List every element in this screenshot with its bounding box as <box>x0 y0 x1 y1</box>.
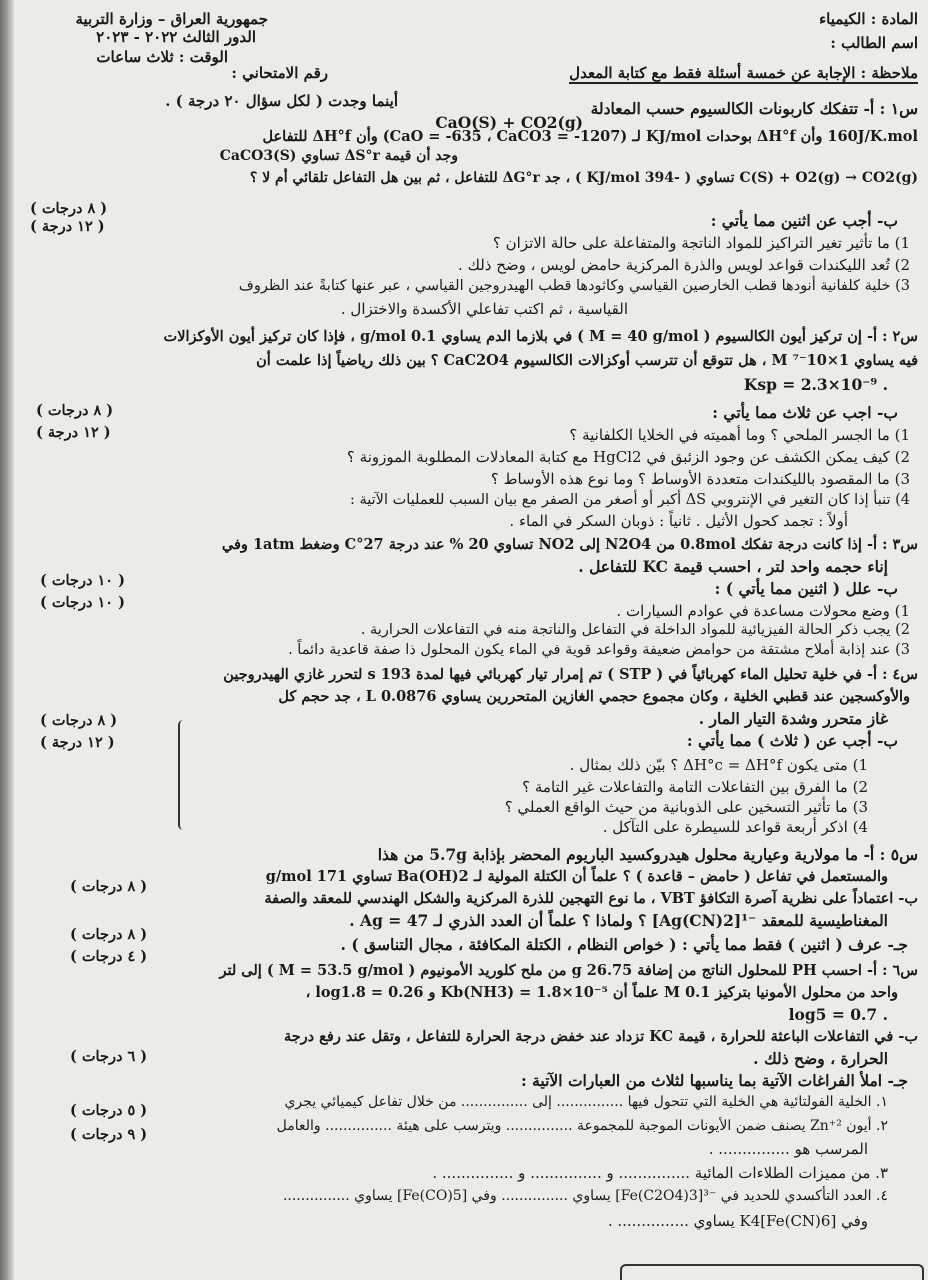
q5-c-line: جـ- عرف ( اثنين ) فقط مما يأتي : ( خواص النظام ، الكتلة المكافئة ، مجال التناسق ) . <box>340 935 908 954</box>
q6-a-line1: س٦ : أ- احسب PH للمحلول الناتج من إضافة 26.75 g من ملح كلوريد الأمونيوم ( M = 53.5 g/mol ) إلى لتر <box>219 962 918 979</box>
header-round: الدور الثالث ٢٠٢٢ - ٢٠٢٣ <box>96 28 256 46</box>
q3-b-item2: 2) يجب ذكر الحالة الفيزيائية للمواد الداخلة في التفاعل والناتجة منه في التفاعلات الحرارية . <box>360 622 910 638</box>
q4-b-item4: 4) اذكر أربعة قواعد للسيطرة على التآكل . <box>602 818 868 836</box>
q6-mark-b: ( ٦ درجات ) <box>70 1048 148 1065</box>
q5-mark-a: ( ٨ درجات ) <box>70 878 148 895</box>
q1-b-item3: 3) خلية كلفانية أنودها قطب الخارصين القياسي وكاثودها قطب الهيدروجين القياسي ، عبر عنها كتابةً عند الظروف <box>238 278 910 294</box>
q6-c-title: جـ- املأ الفراغات الآتية بما يناسبها لثلاث من العبارات الآتية : <box>520 1071 908 1090</box>
q2-b-item1: 1) ما الجسر الملحي ؟ وما أهميته في الخلايا الكلفانية ؟ <box>569 426 910 444</box>
q3-b-title: ب- علل ( اثنين مما يأتي ) : <box>714 579 898 598</box>
q2-b-title: ب- اجب عن ثلاث مما يأتي : <box>712 403 898 422</box>
header-time: الوقت : ثلاث ساعات <box>96 48 228 66</box>
q1-mark-b: ( ١٢ درجة ) <box>30 218 105 235</box>
q5-mark-c: ( ٤ درجات ) <box>70 948 148 965</box>
q6-c-item4: ٤. العدد التأكسدي للحديد في ⁻³[Fe(C2O4)3] يساوي ............... وفي [Fe(CO)5] يساوي ............... <box>282 1188 888 1204</box>
q6-mark-c1: ( ٥ درجات ) <box>70 1102 148 1119</box>
q5-b-line1: ب- اعتماداً على نظرية آصرة التكافؤ VBT ، ما نوع التهجين للذرة المركزية والشكل الهندسي للمعقد والصفة <box>264 890 918 907</box>
header-subject: المادة : الكيمياء <box>819 10 918 28</box>
q4-a-line1: س٤ : أ- في خلية تحليل الماء كهربائياً في ( STP ) تم إمرار تيار كهربائي فيها لمدة 193 s لتحرر غازي الهيدروجين <box>223 666 918 683</box>
q2-b-item4b: أولاً : تجمد كحول الأثيل . ثانياً : ذوبان السكر في الماء . <box>509 512 848 530</box>
q2-mark-b: ( ١٢ درجة ) <box>36 424 111 441</box>
margin-bracket <box>178 720 188 830</box>
q1-b-item1: 1) ما تأثير تغير التراكيز للمواد الناتجة والمتفاعلة على حالة الاتزان ؟ <box>492 234 910 252</box>
q2-ksp: Ksp = 2.3×10⁻⁹ . <box>743 375 888 394</box>
q6-mark-c2: ( ٩ درجات ) <box>70 1126 148 1143</box>
q1-equation: CaO(S) + CO2(g) <box>435 113 583 132</box>
q3-mark-b: ( ١٠ درجات ) <box>40 594 125 611</box>
q5-mark-b: ( ٨ درجات ) <box>70 926 148 943</box>
q1-b-title: ب- أجب عن اثنين مما يأتي : <box>710 211 898 230</box>
q3-mark-a: ( ١٠ درجات ) <box>40 572 125 589</box>
q3-b-item1: 1) وضع محولات مساعدة في عوادم السيارات . <box>616 602 910 620</box>
q1-a-line1: س١ : أ- تتفكك كاربونات الكالسيوم حسب المعادلة <box>590 99 918 118</box>
q3-a-line1: س٣ : أ- إذا كانت درجة تفكك 0.8mol من N2O4 إلى NO2 تساوي 20 % عند درجة 27°C وضغط 1atm وفي <box>221 536 918 553</box>
q5-a-line1: س٥ : أ- ما مولارية وعيارية محلول هيدروكسيد الباريوم المحضر بإذابة 5.7g من هذا <box>377 845 918 864</box>
header-compulsory: أينما وجدت ( لكل سؤال ٢٠ درجة ) . <box>165 92 398 110</box>
q1-a-line3: C(S) + O2(g) → CO2(g) تساوي ( -394 KJ/mol ) ، جد ΔG°r للتفاعل ، ثم بين هل التفاعل تلقائي أم لا ؟ <box>249 170 918 186</box>
q6-c-item2b: المرسب هو ............... . <box>708 1140 868 1158</box>
q6-c-item1: ١. الخلية الفولتائية هي الخلية التي تتحول فيها ............... إلى ............... من خلال تفاعل كيميائي يجري <box>284 1094 888 1110</box>
header-exam-number: رقم الامتحاني : <box>231 64 328 82</box>
q2-b-item4: 4) تنبأ إذا كان التغير في الإنتروبي ΔS أكبر أو أصغر من الصفر مع بيان السبب للعمليات الآتية : <box>350 492 910 508</box>
q6-c-item2: ٢. أيون Zn⁺² يصنف ضمن الأيونات الموجبة للمجموعة ............... ويترسب على هيئة ............... والعامل <box>276 1118 888 1134</box>
q5-b-line2: المغناطيسية للمعقد ⁻¹[Ag(CN)2] ؟ ولماذا ؟ علماً أن العدد الذري لـ Ag = 47 . <box>349 911 888 930</box>
q2-b-item2: 2) كيف يمكن الكشف عن وجود الزئبق في HgCl2 مع كتابة المعادلات المطلوبة الموزونة ؟ <box>346 448 910 466</box>
q4-b-item3: 3) ما تأثير التسخين على الذوبانية من حيث الواقع العملي ؟ <box>504 798 868 816</box>
q1-mark-a: ( ٨ درجات ) <box>30 200 108 217</box>
q6-c-item3: ٣. من مميزات الطلاءات المائية ............... و ............... و ............... . <box>432 1164 888 1182</box>
q6-a-line3: log5 = 0.7 . <box>788 1005 888 1024</box>
q5-a-line2: والمستعمل في تفاعل ( حامض – قاعدة ) ؟ علماً أن الكتلة المولية لـ Ba(OH)2 تساوي 171 g/mol <box>265 868 888 885</box>
header-republic: جمهورية العراق – وزارة التربية <box>75 10 268 28</box>
header-note: ملاحظة : الإجابة عن خمسة أسئلة فقط مع كتابة المعدل <box>569 64 918 82</box>
q4-a-line2: والأوكسجين عند قطبي الخلية ، وكان مجموع حجمي الغازين المتحررين يساوي 0.0876 L ، جد حجم كل <box>278 688 910 705</box>
q2-b-item3: 3) ما المقصود بالليكندات متعددة الأوساط ؟ وما نوع هذه الأوساط ؟ <box>490 470 910 488</box>
q6-b-line1: ب- في التفاعلات الباعثة للحرارة ، قيمة KC تزداد عند خفض درجة الحرارة للتفاعل ، وتقل عند رفع درجة <box>283 1028 918 1045</box>
q2-mark-a: ( ٨ درجات ) <box>36 402 114 419</box>
q2-a-line1: س٢ : أ- إن تركيز أيون الكالسيوم ( M = 40 g/mol ) في بلازما الدم يساوي 0.1 g/mol ، فإذا كان تركيز أيون الأوكزالات <box>163 328 918 345</box>
q3-b-item3: 3) عند إذابة أملاح مشتقة من حوامض ضعيفة وقواعد قوية في الماء يكون المحلول ذا صفة قاعدية دائماً . <box>288 642 910 658</box>
q1-b-item3b: القياسية ، ثم اكتب تفاعلي الأكسدة والاختزال . <box>340 300 628 318</box>
q1-a-line2: 160J/K.mol وأن ΔH°f بوحدات KJ/mol لـ (CaO = -635 ، CaCO3 = -1207) وأن ΔH°f للتفاعل <box>262 128 918 145</box>
q3-a-line2: إناء حجمه واحد لتر ، احسب قيمة KC للتفاعل . <box>578 557 888 576</box>
q2-a-line2: فيه يساوي 1×10⁻⁷ M ، هل تتوقع أن تترسب أوكزالات الكالسيوم CaC2O4 ؟ بين ذلك رياضياً إذا علمت أن <box>256 352 918 369</box>
page-footer-tab <box>620 1264 924 1280</box>
q6-b-line2: الحرارة ، وضح ذلك . <box>753 1049 888 1068</box>
q4-b-item1: 1) متى يكون ΔH°c = ΔH°f ؟ بيّن ذلك بمثال . <box>569 756 868 774</box>
q4-mark-a: ( ٨ درجات ) <box>40 712 118 729</box>
q1-a-line2b: وجد أن قيمة ΔS°r تساوي CaCO3(S) <box>219 148 458 164</box>
q4-b-item2: 2) ما الفرق بين التفاعلات التامة والتفاعلات غير التامة ؟ <box>522 778 868 796</box>
q4-mark-b: ( ١٢ درجة ) <box>40 734 115 751</box>
q6-c-item4b: وفي K4[Fe(CN)6] يساوي ............... . <box>607 1212 868 1230</box>
q6-a-line2: واحد من محلول الأمونيا بتركيز 0.1 M علماً أن Kb(NH3) = 1.8×10⁻⁵ و log1.8 = 0.26 ، <box>305 984 898 1001</box>
header-student: اسم الطالب : <box>830 34 918 52</box>
q4-b-title: ب- أجب عن ( ثلاث ) مما يأتي : <box>686 731 898 750</box>
q4-a-line3: غاز متحرر وشدة التيار المار . <box>698 709 888 728</box>
q1-b-item2: 2) تُعد الليكندات قواعد لويس والذرة المركزية حامض لويس ، وضح ذلك . <box>458 256 910 274</box>
